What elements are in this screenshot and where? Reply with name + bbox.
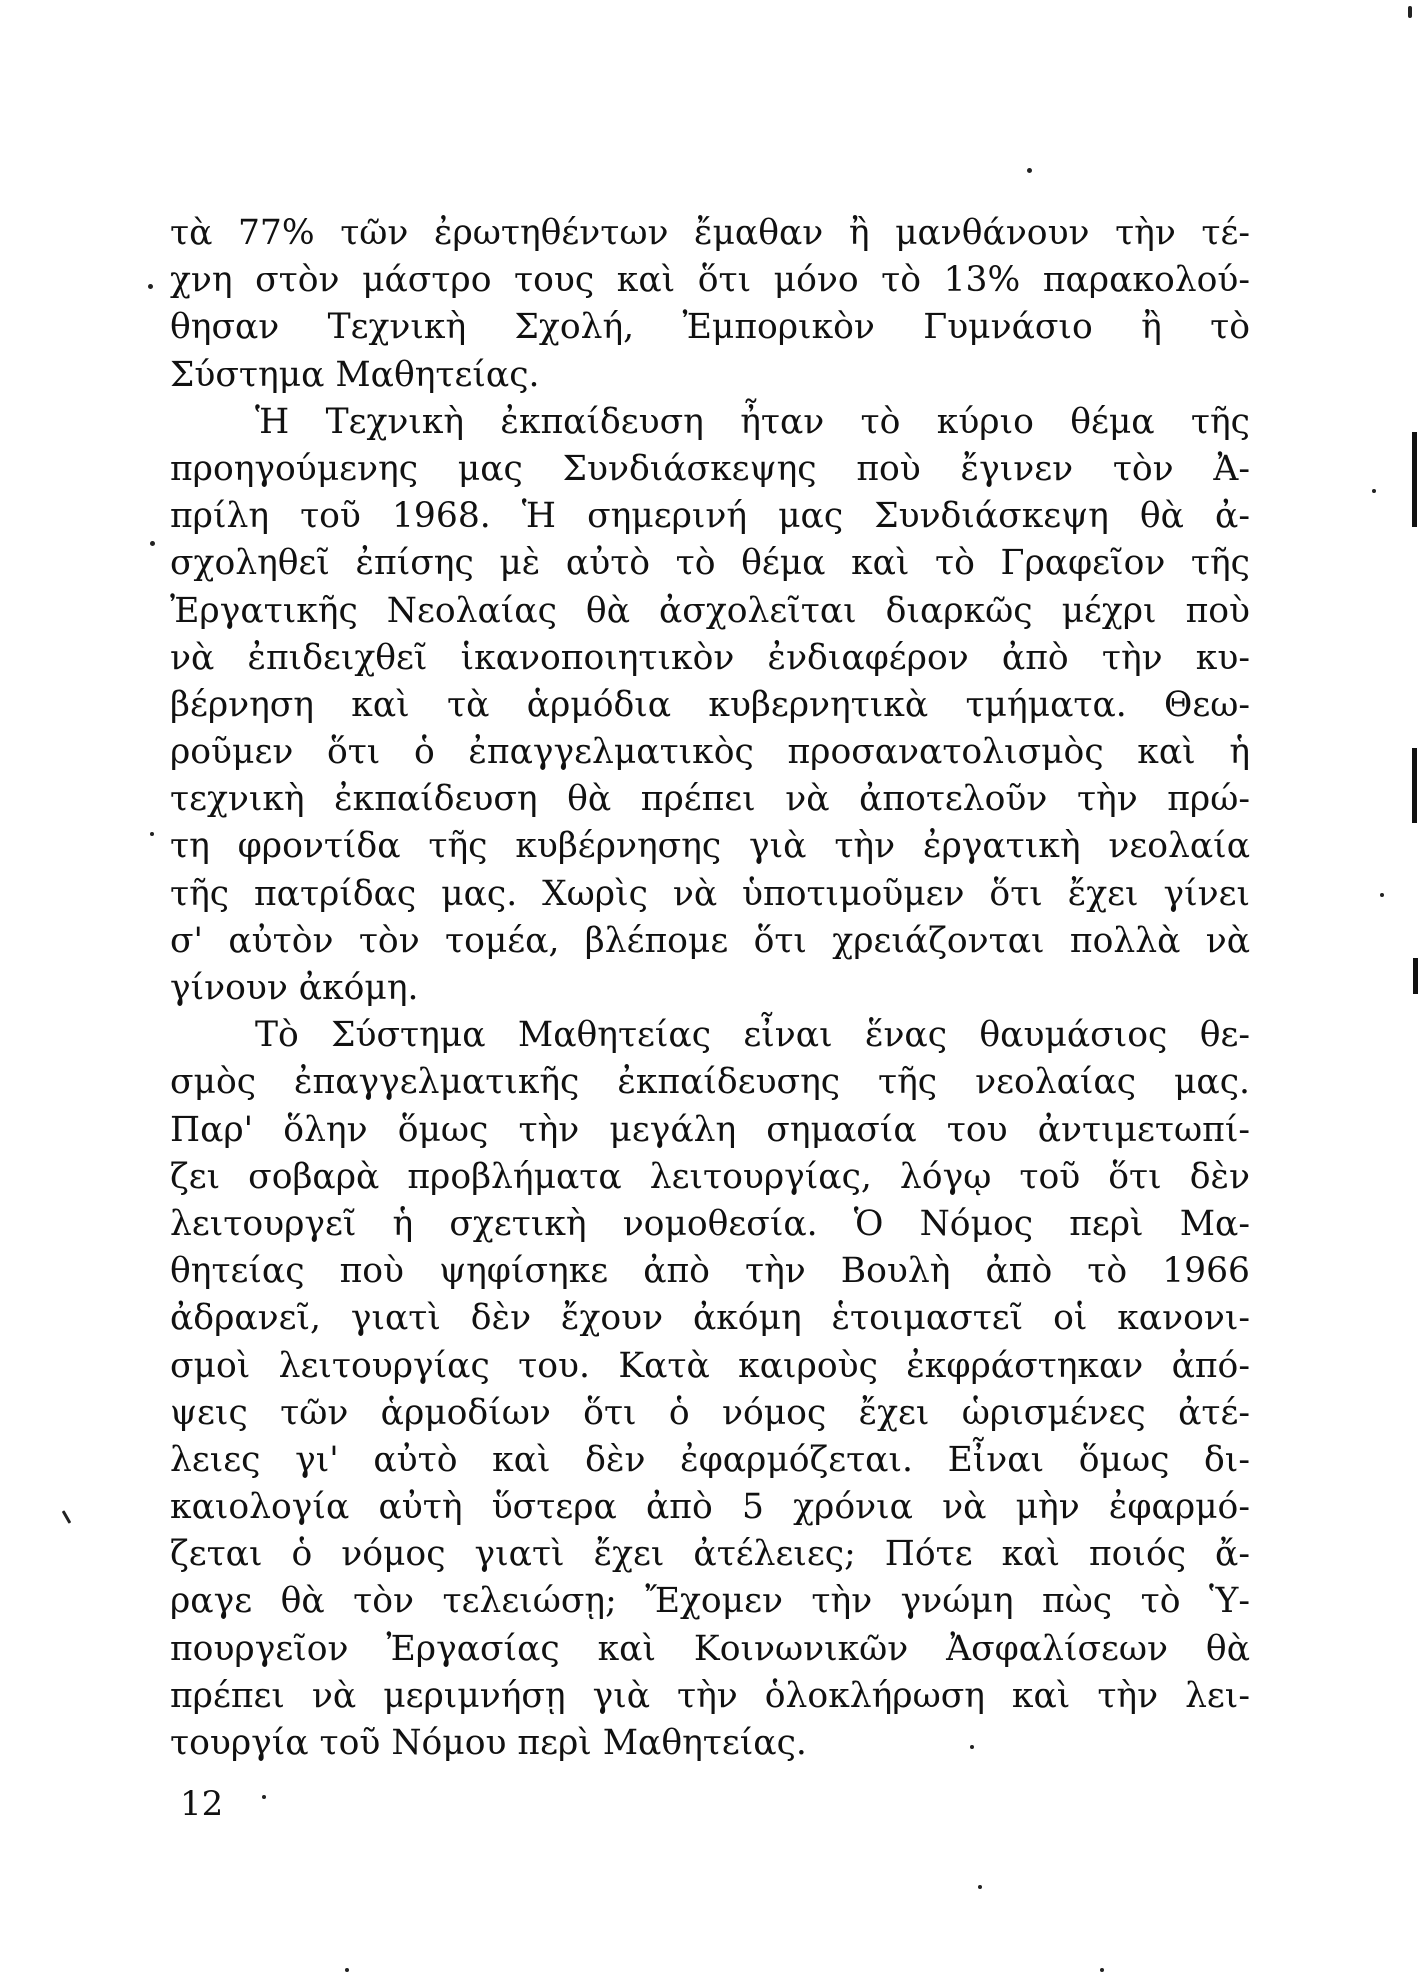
scan-speck	[978, 1885, 982, 1889]
text-line: τεχνικὴ ἐκπαίδευση θὰ πρέπει νὰ ἀποτελοῦν τὴν πρώ-	[170, 779, 1250, 820]
text-line: χνη στὸν μάστρο τους καὶ ὅτι μόνο τὸ 13% παρακολού-	[170, 260, 1250, 301]
text-line: σχοληθεῖ ἐπίσης μὲ αὐτὸ τὸ θέμα καὶ τὸ Γραφεῖον τῆς	[170, 543, 1250, 584]
page-number: 12	[180, 1784, 224, 1824]
text-line: σ' αὐτὸν τὸν τομέα, βλέπομε ὅτι χρειάζονται πολλὰ νὰ	[170, 920, 1250, 961]
scan-speck	[1100, 1968, 1104, 1972]
scan-speck	[345, 1968, 349, 1972]
scan-speck	[1380, 893, 1384, 897]
text-line: σμοὶ λειτουργίας του. Κατὰ καιροὺς ἐκφράστηκαν ἀπό-	[170, 1345, 1250, 1386]
scan-edge-mark	[1412, 748, 1417, 823]
text-line: πρίλη τοῦ 1968. Ἡ σημερινή μας Συνδιάσκεψη θὰ ἀ-	[170, 496, 1250, 537]
scan-edge-mark	[1413, 958, 1418, 994]
text-line: γίνουν ἀκόμη.	[170, 968, 419, 1008]
text-line: θησαν Τεχνικὴ Σχολή, Ἐμπορικὸν Γυμνάσιο ἢ τὸ	[170, 307, 1250, 348]
text-line: βέρνηση καὶ τὰ ἁρμόδια κυβερνητικὰ τμήματα. Θεω-	[170, 684, 1250, 725]
text-line: σμὸς ἐπαγγελματικῆς ἐκπαίδευσης τῆς νεολαίας μας.	[170, 1062, 1250, 1103]
text-line: ἀδρανεῖ, γιατὶ δὲν ἔχουν ἀκόμη ἑτοιμαστεῖ οἱ κανονι-	[170, 1298, 1250, 1339]
scan-speck	[970, 1745, 974, 1749]
text-line: καιολογία αὐτὴ ὕστερα ἀπὸ 5 χρόνια νὰ μὴν ἐφαρμό-	[170, 1487, 1250, 1528]
scan-edge-mark	[1412, 432, 1417, 527]
scan-speck	[1027, 168, 1032, 173]
text-line: προηγούμενης μας Συνδιάσκεψης ποὺ ἔγινεν τὸν Ἀ-	[170, 448, 1250, 489]
scan-speck	[148, 284, 153, 289]
text-line: τουργία τοῦ Νόμου περὶ Μαθητείας.	[170, 1723, 807, 1763]
text-line: ψεις τῶν ἁρμοδίων ὅτι ὁ νόμος ἔχει ὡρισμένες ἀτέ-	[170, 1392, 1250, 1433]
text-line: ροῦμεν ὅτι ὁ ἐπαγγελματικὸς προσανατολισμὸς καὶ ἡ	[170, 732, 1250, 773]
text-line: πουργεῖον Ἐργασίας καὶ Κοινωνικῶν Ἀσφαλίσεων θὰ	[170, 1628, 1250, 1669]
text-line: πρέπει νὰ μεριμνήσῃ γιὰ τὴν ὁλοκλήρωση καὶ τὴν λει-	[170, 1675, 1250, 1716]
body-text	[170, 210, 1250, 1767]
text-line: ζει σοβαρὰ προβλήματα λειτουργίας, λόγῳ τοῦ ὅτι δὲν	[170, 1156, 1250, 1197]
text-line: λειτουργεῖ ἡ σχετικὴ νομοθεσία. Ὁ Νόμος περὶ Μα-	[170, 1203, 1250, 1244]
scan-speck	[150, 832, 154, 836]
text-line: λειες γι' αὐτὸ καὶ δὲν ἐφαρμόζεται. Εἶναι ὅμως δι-	[170, 1439, 1250, 1480]
scan-speck	[150, 541, 155, 546]
paragraph-first-line: Ἡ Τεχνικὴ ἐκπαίδευση ἦταν τὸ κύριο θέμα τῆς	[255, 401, 1250, 442]
text-line: τῆς πατρίδας μας. Χωρὶς νὰ ὑποτιμοῦμεν ὅτι ἔχει γίνει	[170, 873, 1250, 914]
scan-speck	[262, 1795, 266, 1799]
text-line: Ἐργατικῆς Νεολαίας θὰ ἀσχολεῖται διαρκῶς μέχρι ποὺ	[170, 590, 1250, 631]
text-line: τὰ 77% τῶν ἐρωτηθέντων ἔμαθαν ἢ μανθάνουν τὴν τέ-	[170, 213, 1250, 253]
scan-speck	[62, 1510, 72, 1524]
text-line: νὰ ἐπιδειχθεῖ ἱκανοποιητικὸν ἐνδιαφέρον ἀπὸ τὴν κυ-	[170, 637, 1250, 678]
text-line: τη φροντίδα τῆς κυβέρνησης γιὰ τὴν ἐργατικὴ νεολαία	[170, 826, 1250, 867]
text-line: ραγε θὰ τὸν τελειώσῃ; Ἔχομεν τὴν γνώμη πὼς τὸ Ὑ-	[170, 1581, 1250, 1622]
paragraph-first-line: Τὸ Σύστημα Μαθητείας εἶναι ἕνας θαυμάσιος θε-	[255, 1015, 1250, 1056]
text-line: Σύστημα Μαθητείας.	[170, 354, 540, 395]
scan-speck	[1372, 489, 1376, 493]
text-line: ζεται ὁ νόμος γιατὶ ἔχει ἀτέλειες; Πότε καὶ ποιός ἄ-	[170, 1534, 1250, 1575]
scan-speck	[1408, 6, 1412, 18]
text-line: θητείας ποὺ ψηφίσηκε ἀπὸ τὴν Βουλὴ ἀπὸ τὸ 1966	[170, 1251, 1250, 1292]
text-line: Παρ' ὅλην ὅμως τὴν μεγάλη σημασία του ἀντιμετωπί-	[170, 1109, 1250, 1150]
